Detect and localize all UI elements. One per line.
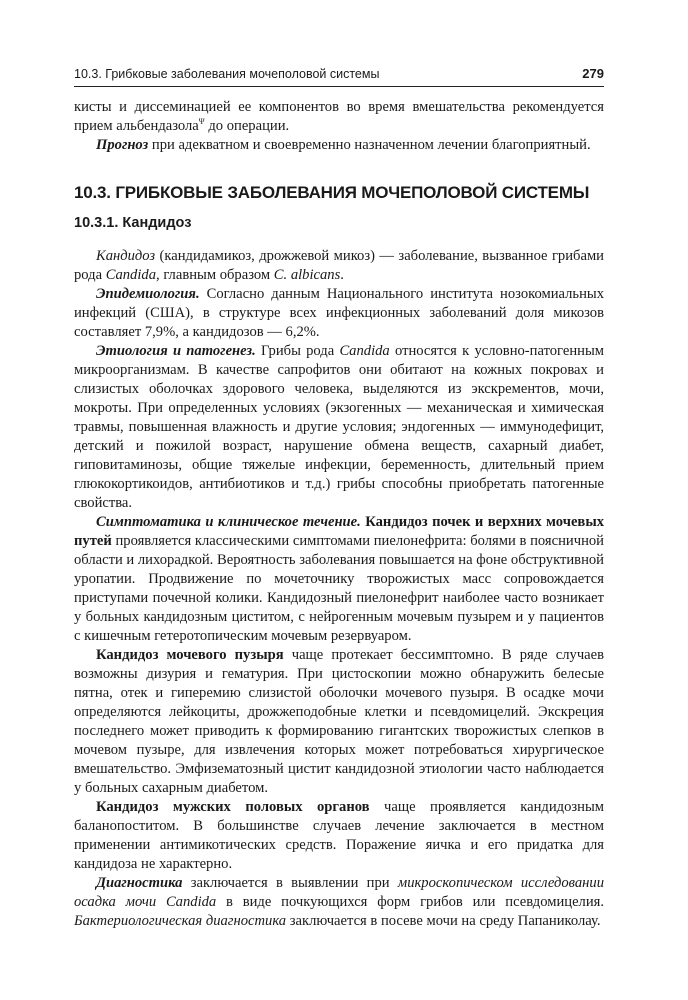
running-header-title: 10.3. Грибковые заболевания мочеполовой системы: [74, 67, 380, 81]
continued-paragraph: кисты и диссеминацией ее компонентов во время вмешательства рекомендуется прием альбендазола$^\Psi$ до операции.: [74, 99, 604, 134]
page-content: [74, 98, 604, 931]
section-heading: 10.3. ГРИБКОВЫЕ ЗАБОЛЕВАНИЯ МОЧЕПОЛОВОЙ СИСТЕМЫ: [74, 183, 590, 202]
diagnostics-paragraph: Диагностика заключается в выявлении при микроскопическом исследовании осадка мочи Candida в виде почкующихся форм грибов или псевдомицелия. Бактериологическая диагностика заключается в посеве мочи на среду Папаниколау.: [74, 875, 604, 929]
epidemiology-term: Эпидемиология.: [96, 286, 200, 302]
bladder-paragraph: Кандидоз мочевого пузыря чаще протекает бессимптомно. В ряде случаев возможны дизурия и гематурия. При цистоскопии можно обнаружить белесые пятна, отек и гиперемию слизистой оболочки мочевого пузыря. В осадке мочи определяются лейкоциты, дрожжеподобные клетки и псевдомицелий. Экскреция последнего может приводить к формированию гигантских творожистых слепков в мочевом пузыре, для извлечения которых может потребоваться хирургическое вмешательство. Эмфизематозный цистит кандидозной этиологии часто наблюдается у больных сахарным диабетом.: [74, 647, 604, 796]
prognosis-paragraph: Прогноз при адекватном и своевременно назначенном лечении благоприятный.: [96, 137, 591, 153]
prognosis-term: Прогноз: [96, 137, 149, 153]
symptoms-paragraph: Симптоматика и клиническое течение. Кандидоз почек и верхних мочевых путей проявляется классическими симптомами пиелонефрита: болями в поясничной области и лихорадкой. Вероятность заболевания повышается на фоне обструктивной уропатии. Продвижение по мочеточнику творожистых масс сопровождается приступами почечной колики. Кандидозный пиелонефрит наиболее часто возникает у больных кандидозным циститом, с нейрогенным мочевым пузырем и у пациентов с кишечным гетеротопическим мочевым резервуаром.: [74, 514, 605, 644]
footnote-marker: Ψ: [198, 117, 205, 127]
male-organs-paragraph: Кандидоз мужских половых органов чаще проявляется кандидозным баланопоститом. В большинстве случаев лечение заключается в местном применении антимикотических средств. Поражение яичка и его придатка для кандидоза не характерно.: [74, 799, 604, 872]
symptoms-term: Симптоматика и клиническое течение.: [96, 514, 361, 530]
page-number: 279: [582, 66, 604, 81]
definition-term: Кандидоз: [96, 248, 156, 264]
subsection-heading: 10.3.1. Кандидоз: [74, 215, 192, 231]
epidemiology-paragraph: Эпидемиология. Согласно данным Национального института нозокомиальных инфекций (США), в структуре всех инфекционных заболеваний доля микозов составляет 7,9%, а кандидозов — 6,2%.: [74, 286, 604, 340]
etiology-paragraph: Этиология и патогенез. Грибы рода Candida относятся к условно-патогенным микроорганизмам. В качестве сапрофитов они обитают на кожных покровах и слизистых оболочках здорового человека, выделяются из экскрементов, мочи, мокроты. При определенных условиях (экзогенных — механическая и химическая травмы, повышенная влажность и другие условия; эндогенных — иммунодефицит, детский и пожилой возраст, нарушение обмена веществ, сахарный диабет, гиповитаминозы, общие тяжелые инфекции, беременность, длительный прием глюкокортикоидов, антибиотиков и т.д.) грибы способны приобретать патогенные свойства.: [74, 343, 604, 511]
diagnostics-term: Диагностика: [96, 875, 183, 891]
male-organs-term: Кандидоз мужских половых органов: [96, 799, 370, 815]
kidney-candidiasis-term: Кандидоз почек и верхних мочевых путей: [74, 514, 605, 549]
definition-paragraph: Кандидоз (кандидамикоз, дрожжевой микоз) — заболевание, вызванное грибами рода Candida, главным образом C. albicans.: [74, 248, 604, 283]
running-header: [74, 64, 604, 87]
bladder-term: Кандидоз мочевого пузыря: [96, 647, 284, 663]
etiology-term: Этиология и патогенез.: [96, 343, 256, 359]
